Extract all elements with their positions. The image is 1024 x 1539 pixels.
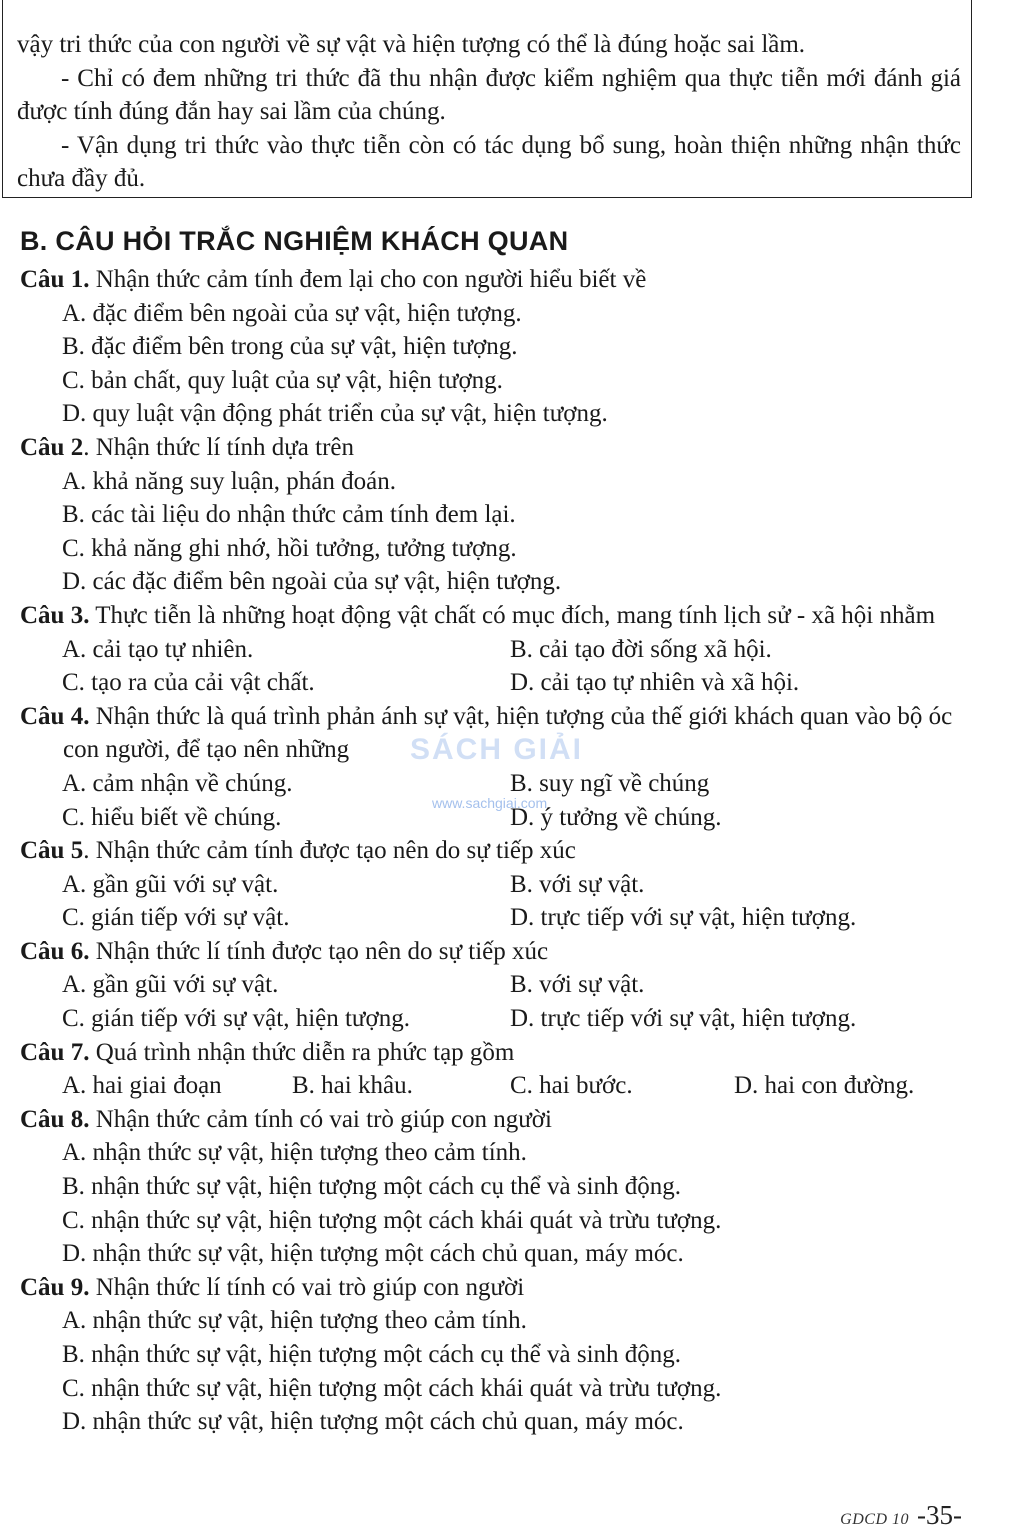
footer-subject: GDCD 10 [840, 1511, 910, 1528]
answer-option[interactable]: A. hai giai đoạn [62, 1072, 222, 1100]
question-stem [20, 700, 966, 767]
question-text: Nhận thức cảm tính đem lại cho con người hiểu biết về [89, 266, 647, 293]
option-list [20, 1069, 966, 1103]
answer-option[interactable]: C. khả năng ghi nhớ, hồi tưởng, tưởng tượng. [62, 534, 517, 562]
question-list [20, 263, 966, 1439]
answer-option[interactable]: C. hai bước. [510, 1072, 633, 1100]
question-text: Thực tiễn là những hoạt động vật chất có mục đích, mang tính lịch sử - xã hội nhằm [89, 601, 936, 629]
question-label: Câu 6. [20, 937, 90, 965]
question-label: Câu 9. [20, 1273, 90, 1301]
summary-line: - Vận dụng tri thức vào thực tiễn còn có tác dụng bổ sung, hoàn thiện những nhận thức chưa đầy đủ. [17, 131, 961, 192]
question-stem [20, 1036, 966, 1070]
summary-line: - Chỉ có đem những tri thức đã thu nhận được kiểm nghiệm qua thực tiễn mới đánh giá được tính đúng đắn hay sai lầm của chúng. [17, 64, 961, 125]
watermark-url: www.sachgiai.com [432, 795, 548, 811]
question-label: Câu 1. [20, 266, 90, 293]
answer-option[interactable]: A. cải tạo tự nhiên. [62, 635, 254, 663]
question-text: Nhận thức lí tính được tạo nên do sự tiếp xúc [89, 937, 549, 965]
question-stem [20, 599, 966, 633]
answer-option[interactable]: C. gián tiếp với sự vật. [62, 904, 290, 932]
answer-option[interactable]: D. các đặc điểm bên ngoài của sự vật, hiện tượng. [62, 568, 562, 596]
question-text: Nhận thức là quá trình phản ánh sự vật, hiện tượng của thế giới khách quan vào bộ óc con người, để tạo nên những [63, 702, 953, 764]
answer-option[interactable]: D. cải tạo tự nhiên và xã hội. [510, 669, 800, 697]
answer-option[interactable]: B. các tài liệu do nhận thức cảm tính đem lại. [62, 501, 516, 529]
question [20, 935, 966, 1036]
answer-option[interactable]: B. với sự vật. [510, 971, 645, 999]
question-label: Câu 7. [20, 1038, 90, 1066]
answer-option[interactable]: D. nhận thức sự vật, hiện tượng một cách chủ quan, máy móc. [62, 1408, 684, 1436]
answer-option[interactable]: B. với sự vật. [510, 870, 645, 898]
summary-box [2, 0, 972, 198]
option-list [20, 297, 966, 431]
option-list [20, 968, 966, 1035]
answer-option[interactable]: D. trực tiếp với sự vật, hiện tượng. [510, 904, 857, 932]
answer-option[interactable]: C. tạo ra của cải vật chất. [62, 669, 315, 697]
option-list [20, 633, 966, 700]
answer-option[interactable]: B. nhận thức sự vật, hiện tượng một cách cụ thể và sinh động. [62, 1173, 682, 1201]
question [20, 700, 966, 834]
question-text: . Nhận thức lí tính dựa trên [83, 433, 355, 461]
answer-option[interactable]: D. nhận thức sự vật, hiện tượng một cách chủ quan, máy móc. [62, 1240, 684, 1268]
answer-option[interactable]: B. đặc điểm bên trong của sự vật, hiện tượng. [62, 333, 518, 361]
answer-option[interactable]: D. ý tưởng về chúng. [510, 803, 722, 831]
question-label: Câu 3. [20, 601, 90, 629]
answer-option[interactable]: C. hiểu biết về chúng. [62, 803, 282, 831]
question-stem [20, 263, 966, 297]
watermark-logo: SÁCH GIẢI [410, 733, 584, 766]
question [20, 1271, 966, 1439]
question [20, 431, 966, 599]
answer-option[interactable]: B. hai khâu. [292, 1072, 413, 1100]
option-list [20, 465, 966, 599]
answer-option[interactable]: C. nhận thức sự vật, hiện tượng một cách khái quát và trừu tượng. [62, 1206, 722, 1234]
page-number: -35- [917, 1500, 962, 1530]
page-footer [840, 1500, 962, 1531]
question [20, 1103, 966, 1271]
question [20, 1036, 966, 1103]
question-label: Câu 4. [20, 702, 90, 730]
answer-option[interactable]: A. nhận thức sự vật, hiện tượng theo cảm tính. [62, 1307, 527, 1335]
answer-option[interactable]: D. quy luật vận động phát triển của sự vật, hiện tượng. [62, 400, 608, 428]
answer-option[interactable]: A. nhận thức sự vật, hiện tượng theo cảm tính. [62, 1139, 527, 1167]
answer-option[interactable]: B. suy ngĩ về chúng [510, 769, 710, 797]
question-label: Câu 2 [20, 433, 84, 461]
question-label: Câu 8. [20, 1105, 90, 1133]
question [20, 834, 966, 935]
question-stem [20, 834, 966, 868]
question-text: Nhận thức cảm tính có vai trò giúp con người [89, 1105, 552, 1133]
question [20, 263, 966, 431]
summary-line: vậy tri thức của con người về sự vật và hiện tượng có thể là đúng hoặc sai lầm. [17, 31, 806, 58]
answer-option[interactable]: A. đặc điểm bên ngoài của sự vật, hiện tượng. [62, 299, 522, 327]
answer-option[interactable]: C. gián tiếp với sự vật, hiện tượng. [62, 1005, 410, 1033]
question-text: Nhận thức lí tính có vai trò giúp con người [89, 1273, 525, 1301]
question-stem [20, 1103, 966, 1137]
question-stem [20, 1271, 966, 1305]
option-list [20, 767, 966, 834]
question [20, 599, 966, 700]
option-list [20, 1304, 966, 1438]
answer-option[interactable]: C. nhận thức sự vật, hiện tượng một cách khái quát và trừu tượng. [62, 1374, 722, 1402]
option-list [20, 1136, 966, 1270]
option-list [20, 868, 966, 935]
answer-option[interactable]: A. gần gũi với sự vật. [62, 971, 279, 999]
answer-option[interactable]: D. trực tiếp với sự vật, hiện tượng. [510, 1005, 857, 1033]
answer-option[interactable]: A. gần gũi với sự vật. [62, 870, 279, 898]
answer-option[interactable]: B. nhận thức sự vật, hiện tượng một cách cụ thể và sinh động. [62, 1341, 682, 1368]
section-heading: B. CÂU HỎI TRẮC NGHIỆM KHÁCH QUAN [20, 226, 569, 256]
question-label: Câu 5 [20, 837, 84, 865]
question-stem [20, 935, 966, 969]
question-text: . Nhận thức cảm tính được tạo nên do sự tiếp xúc [83, 837, 576, 865]
answer-option[interactable]: C. bản chất, quy luật của sự vật, hiện tượng. [62, 366, 503, 394]
question-text: Quá trình nhận thức diễn ra phức tạp gồm [89, 1038, 515, 1066]
question-stem [20, 431, 966, 465]
answer-option[interactable]: B. cải tạo đời sống xã hội. [510, 635, 772, 663]
answer-option[interactable]: A. khả năng suy luận, phán đoán. [62, 467, 396, 495]
answer-option[interactable]: D. hai con đường. [734, 1072, 915, 1100]
answer-option[interactable]: A. cảm nhận về chúng. [62, 769, 293, 797]
